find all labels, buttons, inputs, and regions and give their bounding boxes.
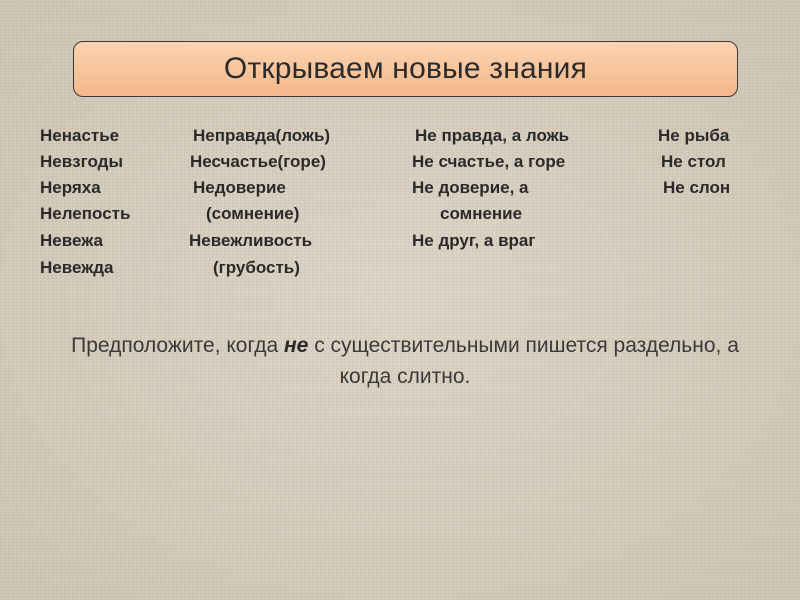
- word-col3-5: Не друг, а враг: [412, 231, 536, 250]
- word-col2-6: (грубость): [213, 258, 300, 277]
- word-col1-1: Ненастье: [40, 126, 120, 145]
- word-col3-1: Не правда, а ложь: [415, 126, 570, 145]
- word-col3-4: сомнение: [440, 204, 523, 223]
- question-text-after: с существительными пишется раздельно, а когда слитно.: [308, 334, 739, 388]
- word-col3-3: Не доверие, а: [412, 178, 529, 197]
- word-col1-6: Невежда: [40, 258, 114, 277]
- word-col2-2: Несчастье(горе): [190, 152, 326, 171]
- word-col2-5: Невежливость: [189, 231, 313, 250]
- word-col3-2: Не счастье, а горе: [412, 152, 566, 171]
- word-col1-4: Нелепость: [40, 204, 131, 223]
- title-banner: [73, 41, 738, 97]
- question-text-before: Предположите, когда: [71, 334, 284, 357]
- word-col4-1: Не рыба: [658, 126, 730, 145]
- word-col2-3: Недоверие: [193, 178, 286, 197]
- word-col1-2: Невзгоды: [40, 152, 123, 171]
- word-col1-5: Невежа: [40, 231, 103, 250]
- word-col2-1: Неправда(ложь): [193, 126, 331, 145]
- word-col4-2: Не стол: [661, 152, 726, 171]
- question-emphasis: не: [283, 334, 309, 357]
- word-col4-3: Не слон: [663, 178, 731, 197]
- question-text: [60, 330, 750, 392]
- slide-title: Открываем новые знания: [223, 52, 588, 85]
- word-col2-4: (сомнение): [206, 204, 300, 223]
- word-col1-3: Неряха: [40, 178, 101, 197]
